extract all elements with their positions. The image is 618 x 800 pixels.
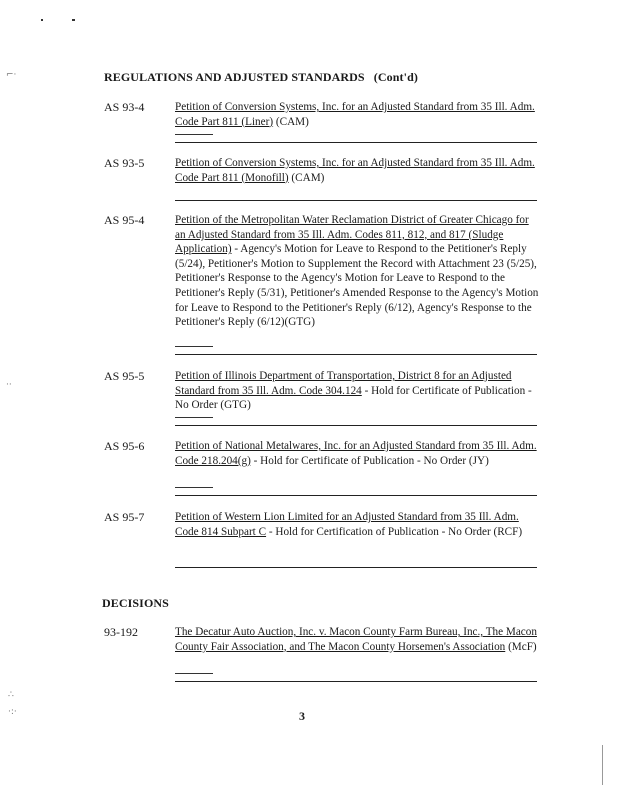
scan-speck: ·· [6,380,12,390]
docket-text [175,369,541,413]
docket-status: (CAM) [288,171,325,184]
docket-title: Petition of Conversion Systems, Inc. for an Adjusted Standard from 35 Ill. Adm. Code Part 811 (Liner) [175,101,535,128]
docket-id: AS 95-6 [104,439,145,453]
section-title: REGULATIONS AND ADJUSTED STANDARDS [104,70,365,84]
docket-id: AS 95-5 [104,369,145,383]
docket-title: Petition of the Metropolitan Water Reclamation District of Greater Chicago for an Adjusted Standard from 35 Ill. Adm. Codes 811, 812, and 817 (Sludge Application) [175,214,529,256]
separator-rule [175,142,537,143]
docket-title: Petition of Western Lion Limited for an Adjusted Standard from 35 Ill. Adm. Code 814 Subpart C [175,511,519,538]
scan-speck [602,745,603,785]
decision-title: The Decatur Auto Auction, Inc. v. Macon County Farm Bureau, Inc., The Macon County Fair Association, and The Macon County Horsemen's Association [175,626,537,653]
docket-title: Petition of National Metalwares, Inc. for an Adjusted Standard from 35 Ill. Adm. Code 218.204(g) [175,440,537,467]
docket-text [175,510,541,539]
docket-id: AS 93-4 [104,100,145,114]
page-number: 3 [299,709,305,723]
docket-title: Petition of Conversion Systems, Inc. for an Adjusted Standard from 35 Ill. Adm. Code Part 811 (Monofill) [175,157,535,184]
scan-speck [72,19,75,21]
docket-id: AS 95-7 [104,510,145,524]
docket-text [175,213,541,330]
separator-rule [175,200,537,201]
docket-status: - Hold for Certification of Publication - No Order (RCF) [266,525,523,538]
docket-id: AS 93-5 [104,156,145,170]
docket-title: Petition of Illinois Department of Transportation, District 8 for an Adjusted Standard from 35 Ill. Adm. Code 304.124 [175,370,512,397]
scan-speck: ⌐· [6,70,17,80]
separator-rule [175,495,537,496]
decision-id: 93-192 [104,625,138,639]
docket-status: - Hold for Certificate of Publication - No Order (GTG) [175,384,532,412]
docket-status: - Agency's Motion for Leave to Respond to the Petitioner's Reply (5/24), Petitioner's Motion to Supplement the Record with Attachment 23 (5/25), Petitioner's Response to the Agency's Motion for Leave to Respond to the Petitioner's Reply (5/31), Petitioner's Amended Response to the Agency's Motion for Leave to Respond to the Petitioner's Reply (6/12), Agency's Response to the Petitioner's Reply (6/12)(GTG) [175,243,539,329]
separator-rule [175,425,537,426]
docket-status: (CAM) [273,115,309,128]
section-heading [104,70,418,85]
scan-speck: ∴ [8,690,14,700]
separator-rule [175,681,537,682]
docket-id: AS 95-4 [104,213,145,227]
docket-text [175,156,541,185]
scan-speck: ·:· [8,707,17,717]
docket-text [175,100,541,129]
separator-rule [175,354,537,355]
docket-status: - Hold for Certificate of Publication - No Order (JY) [250,454,489,467]
decisions-heading: DECISIONS [102,596,169,610]
decision-status: (McF) [505,640,537,653]
section-cont: (Cont'd) [373,70,418,84]
separator-rule [175,567,537,568]
scan-speck [41,19,43,21]
decision-text [175,625,541,654]
docket-text [175,439,541,468]
